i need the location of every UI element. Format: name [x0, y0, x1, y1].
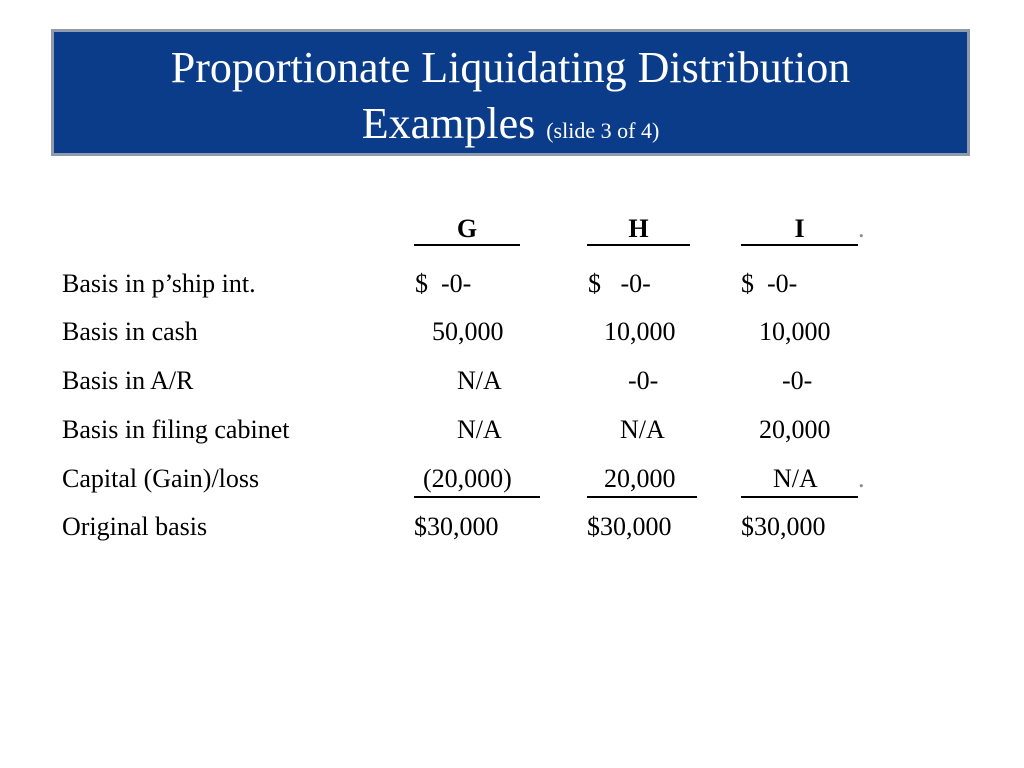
slide-title-line2 — [54, 98, 967, 157]
slide-subtitle: (slide 3 of 4) — [546, 118, 660, 143]
column-header-i: I — [741, 212, 858, 246]
cell-h-cash: 10,000 — [604, 317, 676, 346]
cell-h-filing-cabinet: N/A — [620, 415, 665, 444]
row-label-capital-gain-loss: Capital (Gain)/loss — [62, 464, 260, 493]
cell-g-filing-cabinet: N/A — [457, 415, 502, 444]
cell-g-capital-gain-loss: (20,000) — [414, 462, 540, 498]
trailing-mark-capital: . — [858, 464, 865, 493]
cell-i-capital-gain-loss: N/A — [741, 462, 858, 498]
slide-title-line1: Proportionate Liquidating Distribution — [170, 43, 851, 92]
cell-g-ar: N/A — [457, 366, 502, 395]
cell-i-cash: 10,000 — [759, 317, 831, 346]
row-label-filing-cabinet: Basis in filing cabinet — [62, 415, 290, 444]
row-label-ar: Basis in A/R — [62, 366, 194, 395]
cell-h-original-basis: $30,000 — [587, 512, 672, 541]
row-label-original-basis: Original basis — [62, 512, 208, 541]
slide-title-word: Examples — [361, 99, 536, 148]
column-header-h: H — [587, 212, 690, 246]
cell-h-pship-basis: $ -0- — [588, 269, 651, 298]
column-header-g: G — [414, 212, 520, 246]
cell-g-cash: 50,000 — [432, 317, 504, 346]
row-label-pship-basis: Basis in p’ship int. — [62, 269, 256, 298]
row-label-cash: Basis in cash — [62, 317, 198, 346]
cell-g-pship-basis: $ -0- — [415, 269, 472, 298]
cell-i-pship-basis: $ -0- — [741, 269, 798, 298]
cell-i-ar: -0- — [782, 366, 813, 395]
trailing-mark-header: . — [858, 214, 865, 243]
cell-i-original-basis: $30,000 — [741, 512, 826, 541]
cell-i-filing-cabinet: 20,000 — [759, 415, 831, 444]
cell-h-ar: -0- — [628, 366, 659, 395]
slide-title-box — [51, 29, 970, 156]
cell-g-original-basis: $30,000 — [414, 512, 499, 541]
cell-h-capital-gain-loss: 20,000 — [587, 462, 697, 498]
